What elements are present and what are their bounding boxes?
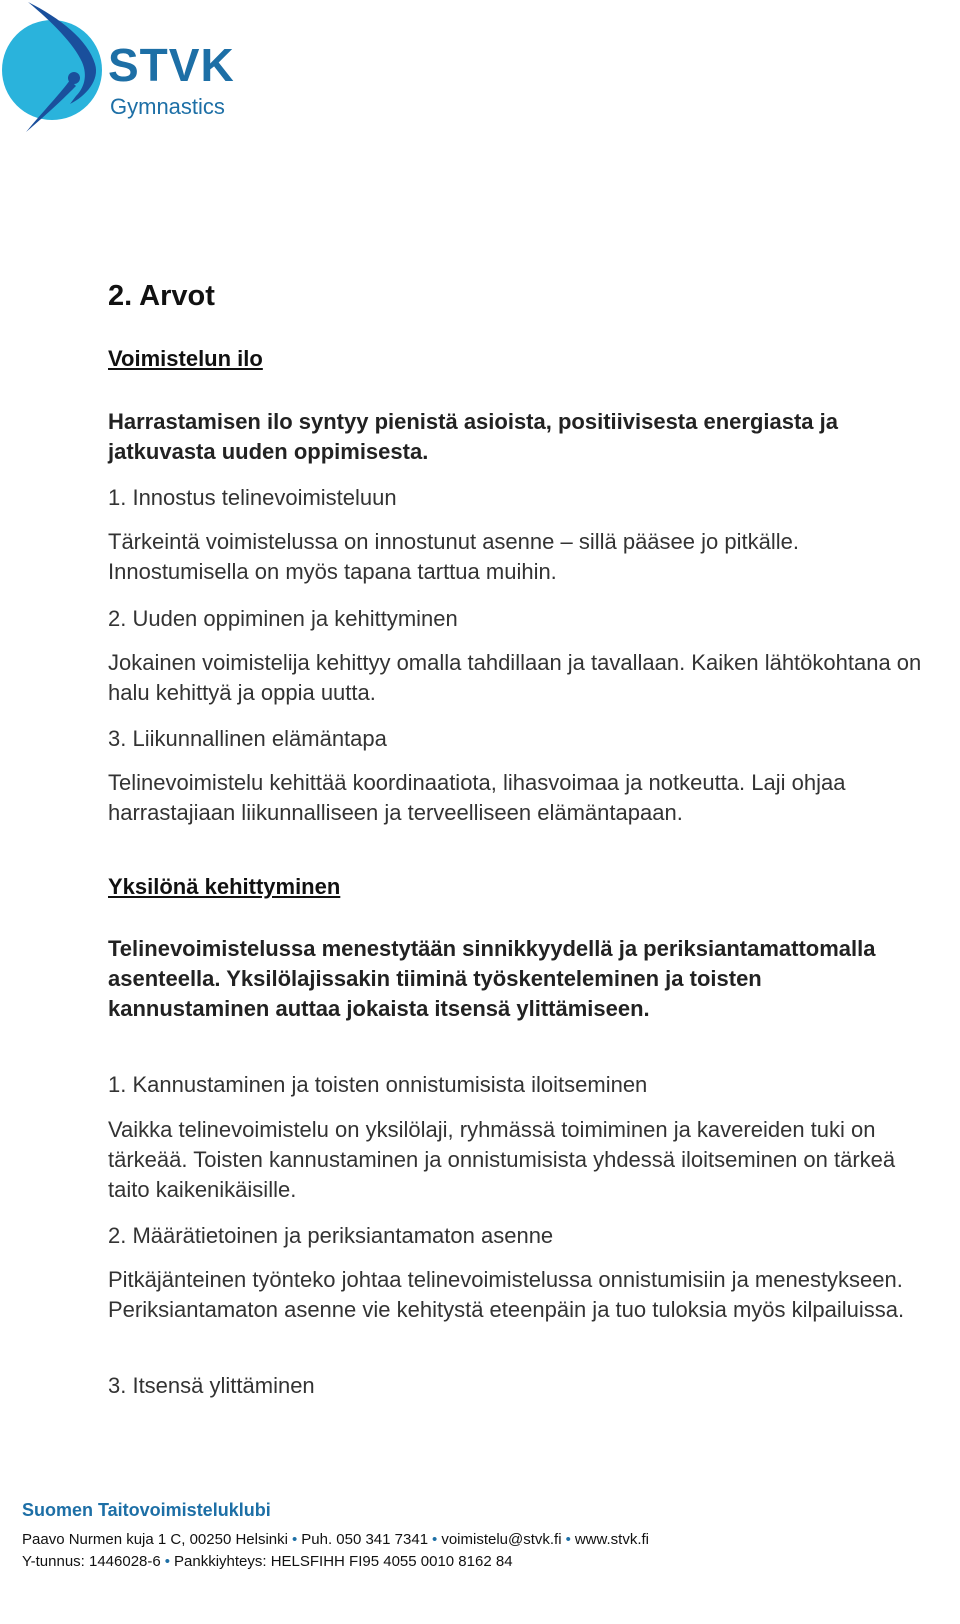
bullet-separator-icon: •: [565, 1531, 571, 1548]
item-text: Vaikka telinevoimistelu on yksilölaji, ryhmässä toimiminen ja kavereiden tuki on tärkeää. Toisten kannustaminen ja onnistumisista yhdessä iloitseminen on tärkeä taito kaikenikäisille.: [108, 1117, 896, 1202]
item-title: 2. Uuden oppiminen ja kehittyminen: [108, 606, 458, 631]
footer-phone: Puh. 050 341 7341: [301, 1531, 429, 1548]
bullet-separator-icon: •: [291, 1531, 298, 1548]
item-title: 3. Itsensä ylittäminen: [108, 1373, 315, 1398]
gymnast-logo-icon: [0, 0, 110, 140]
section-lead: Harrastamisen ilo syntyy pienistä asioista, positiivisesta energiasta ja jatkuvasta uuden oppimisesta.: [108, 409, 838, 464]
stvk-logo: [0, 0, 250, 140]
footer-organization: Suomen Taitovoimisteluklubi: [22, 1500, 271, 1520]
item-text: Tärkeintä voimistelussa on innostunut asenne – sillä pääsee jo pitkälle. Innostumisella on myös tapana tarttua muihin.: [108, 529, 799, 584]
footer-email[interactable]: voimistelu@stvk.fi: [441, 1531, 562, 1548]
item-text: Jokainen voimistelija kehittyy omalla tahdillaan ja tavallaan. Kaiken lähtökohtana on halu kehittyä ja oppia uutta.: [108, 650, 922, 705]
bullet-separator-icon: •: [432, 1531, 438, 1548]
item-title: 1. Kannustaminen ja toisten onnistumisista iloitseminen: [108, 1072, 648, 1097]
page-title: 2. Arvot: [108, 280, 215, 312]
footer-registration-line: [22, 1551, 649, 1573]
footer-bank: Pankkiyhteys: HELSFIHH FI95 4055 0010 8162 84: [174, 1553, 513, 1570]
footer-website[interactable]: www.stvk.fi: [574, 1531, 650, 1548]
section-lead: Telinevoimistelussa menestytään sinnikkyydellä ja periksiantamattomalla asenteella. Yksilölajissakin tiiminä työskenteleminen ja toisten kannustaminen auttaa jokaista itsensä ylittämiseen.: [108, 936, 876, 1021]
section-heading: Voimistelun ilo: [108, 346, 263, 371]
page-footer: [22, 1500, 649, 1573]
item-text: Pitkäjänteinen työnteko johtaa telinevoimistelussa onnistumisiin ja menestykseen. Periksiantamaton asenne vie kehitystä eteenpäin ja tuo tuloksia myös kilpailuissa.: [108, 1267, 905, 1322]
section-heading: Yksilönä kehittyminen: [108, 874, 341, 899]
footer-address: Paavo Nurmen kuja 1 C, 00250 Helsinki: [22, 1531, 288, 1548]
logo-brand: STVK: [108, 39, 235, 91]
item-title: 1. Innostus telinevoimisteluun: [108, 485, 397, 510]
item-text: Telinevoimistelu kehittää koordinaatiota, lihasvoimaa ja notkeutta. Laji ohjaa harrastajiaan liikunnalliseen ja terveelliseen elämäntapaan.: [108, 770, 846, 825]
bullet-separator-icon: •: [164, 1553, 170, 1570]
footer-business-id: Y-tunnus: 1446028-6: [22, 1553, 161, 1570]
footer-contact-line: [22, 1529, 649, 1551]
item-title: 2. Määrätietoinen ja periksiantamaton asenne: [108, 1223, 554, 1248]
item-title: 3. Liikunnallinen elämäntapa: [108, 726, 387, 751]
logo-subtitle: Gymnastics: [110, 94, 225, 119]
